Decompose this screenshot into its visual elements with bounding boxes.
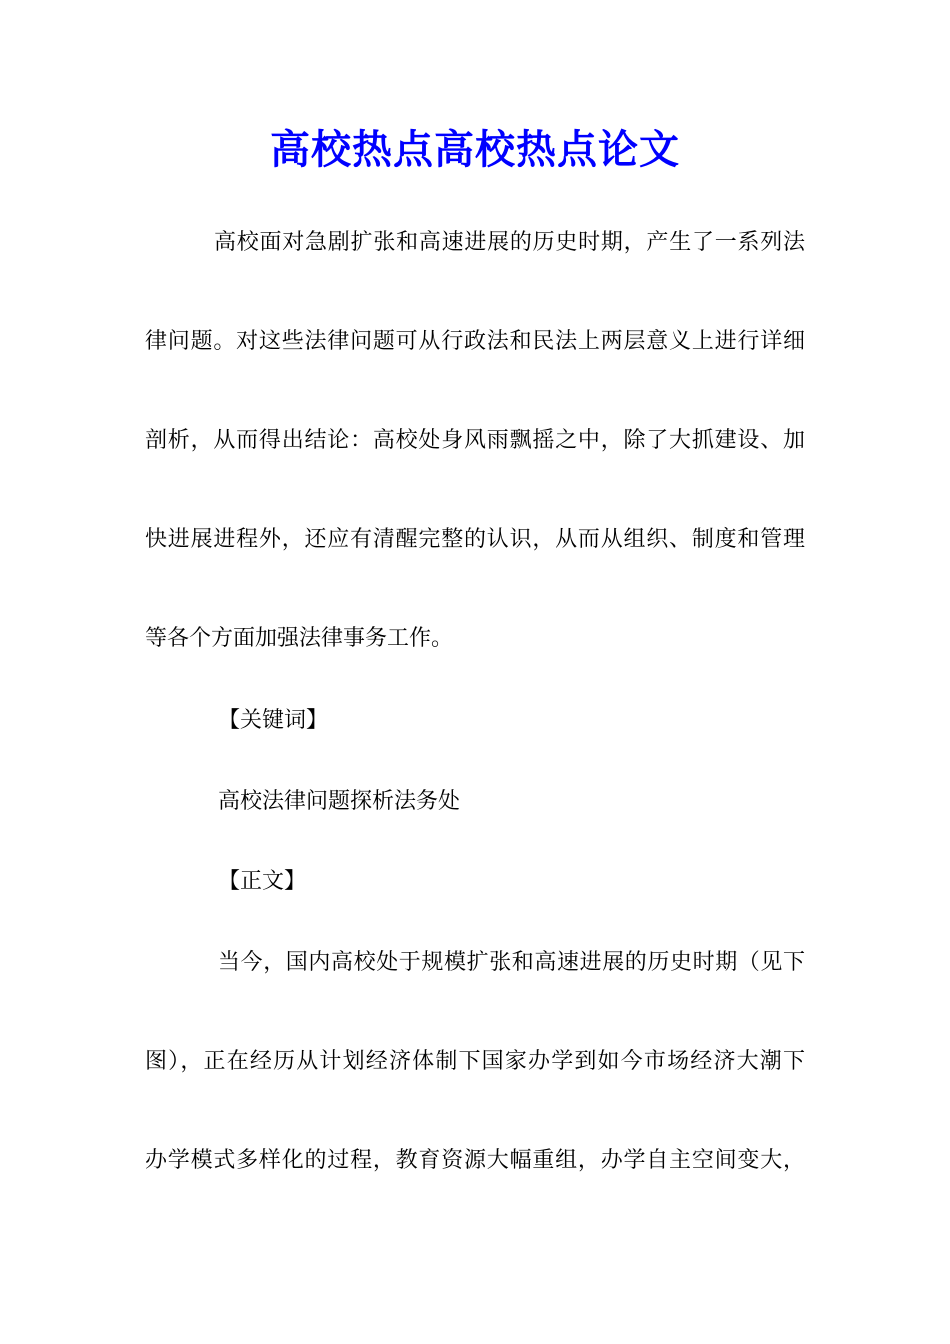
document-title: 高校热点高校热点论文 (270, 126, 680, 173)
body-line-3: 办学模式多样化的过程，教育资源大幅重组，办学自主空间变大， (145, 1148, 805, 1173)
abstract-line-3: 剖析，从而得出结论：高校处身风雨飘摇之中，除了大抓建设、加 (145, 428, 805, 453)
keywords-heading: 【关键词】 (218, 708, 329, 733)
abstract-line-2: 律问题。对这些法律问题可从行政法和民法上两层意义上进行详细 (145, 329, 805, 354)
abstract-line-5: 等各个方面加强法律事务工作。 (145, 626, 454, 651)
body-line-2: 图），正在经历从计划经济体制下国家办学到如今市场经济大潮下 (145, 1049, 805, 1074)
abstract-line-4: 快进展进程外，还应有清醒完整的认识，从而从组织、制度和管理 (145, 527, 805, 552)
keywords-text: 高校法律问题探析法务处 (218, 789, 461, 814)
abstract-line-1: 高校面对急剧扩张和高速进展的历史时期，产生了一系列法 (214, 230, 805, 255)
body-heading: 【正文】 (218, 869, 307, 894)
body-line-1: 当今，国内高校处于规模扩张和高速进展的历史时期（见下 (218, 950, 805, 975)
